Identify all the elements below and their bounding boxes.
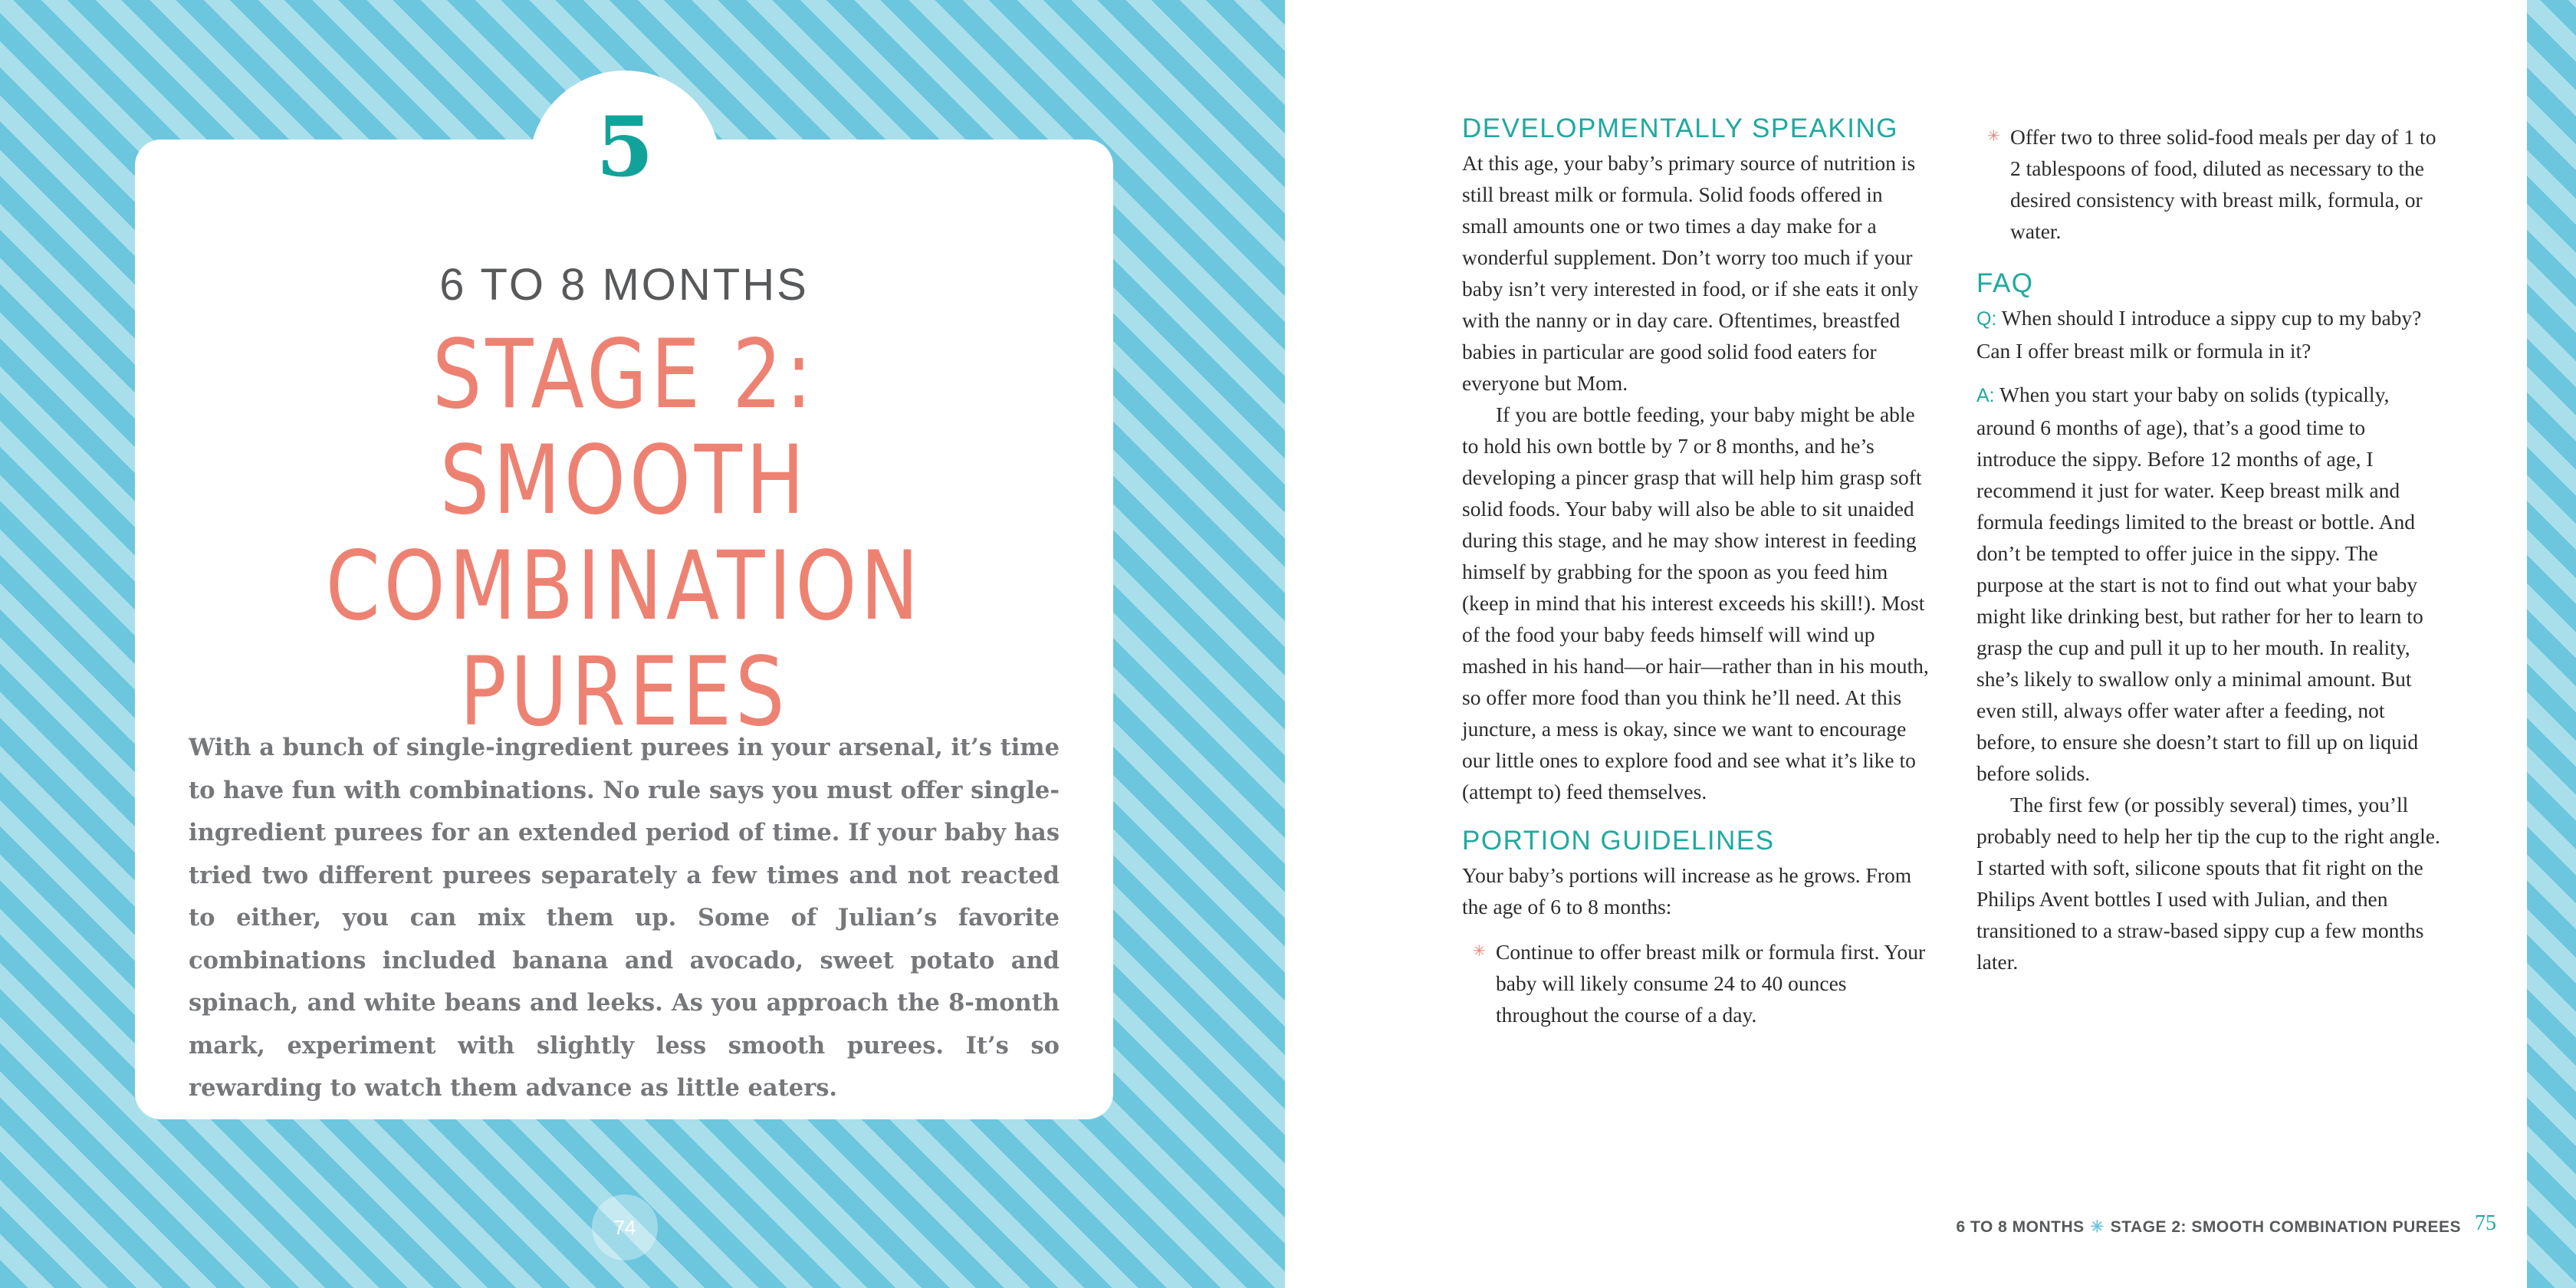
dev-paragraph-1: At this age, your baby’s primary source of nutrition is still breast milk or formula. Solid foods offered in small amounts one or two times a day make for a wonderful supplement. Don’t worry too much if your baby isn’t very interested in food, or if she eats it only with the nanny or in day care. Oftentimes, breastfed babies in particular are good solid food eaters for everyone but Mom.	[1462, 151, 1919, 395]
chapter-intro: With a bunch of single-ingredient purees in your arsenal, it’s time to have fun with combinations. No rule says you must offer single-ingredient purees for an extended period of time. If your baby has tried two different purees separately a few times and not reacted to either, you can mix them up. Some of Julian’s favorite combinations included banana and avocado, sweet potato and spinach, and white beans and leeks. As you approach the 8-month mark, experiment with slightly less smooth purees. It’s so rewarding to watch them advance as little eaters.	[189, 734, 1060, 1102]
heading-developmentally-speaking: DEVELOPMENTALLY SPEAKING	[1462, 113, 1898, 143]
column-1	[1462, 112, 1931, 1030]
running-footer	[1763, 1217, 2461, 1237]
dev-paragraph-2: If you are bottle feeding, your baby might be able to hold his own bottle by 7 or 8 months, and he’s developing a pincer grasp that will help him grasp soft solid foods. Your baby will also be able to sit unaided during this stage, and he may show interest in feeding himself by grabbing for the spoon as you feed him (keep in mind that his interest exceeds his skill!). Most of the food your baby feeds himself will wind up mashed in his hand—or hair—rather than in his mouth, so offer more food than you think he’ll need. At this juncture, a mess is okay, since we want to encourage our little ones to explore food and see what it’s like to (attempt to) feed themselves.	[1462, 402, 1929, 803]
answer-label: A:	[1976, 385, 1995, 406]
footer-title: STAGE 2: SMOOTH COMBINATION PUREES	[2110, 1218, 2461, 1236]
bullet-item: ✳ Continue to offer breast milk or formula first. Your baby will likely consume 24 to 40 ounces throughout the course of a day.	[1462, 936, 1931, 1030]
left-page	[0, 0, 1285, 1288]
page-number-left: 74	[592, 1194, 658, 1260]
question-label: Q:	[1976, 308, 1997, 330]
chapter-subtitle: 6 TO 8 MONTHS	[439, 260, 809, 310]
bullet-item: ✳ Offer two to three solid-food meals per day of 1 to 2 tablespoons of food, diluted as necessary to the desired consistency with breast milk, formula, or water.	[1976, 121, 2446, 247]
title-line-3: PUREES	[459, 637, 789, 748]
title-line-2: COMBINATION	[325, 531, 923, 642]
asterisk-icon: ✳	[1987, 128, 2000, 145]
column-2	[1976, 121, 2446, 978]
faq-answer-paragraph-2: The first few (or possibly several) times, you’ll probably need to help her tip the cup to the right angle. I started with soft, silicone spouts that fit right on the Philips Avent bottles I used with Julian, and then transitioned to a straw-based sippy cup a few months later.	[1976, 793, 2440, 974]
faq-answer: A: When you start your baby on solids (typically, around 6 months of age), that’s a good time to introduce the sippy. Before 12 months of age, I recommend it just for water. Keep breast milk and formula feedings limited to the breast or bottle. And don’t be tempted to offer juice in the sippy. The purpose at the start is not to find out what your baby might like drinking best, but rather for her to learn to grasp the cup and pull it up to her mouth. In reality, she’s likely to swallow only a minimal amount. But even still, always offer water after a feeding, not before, to ensure she doesn’t start to fill up on liquid before solids.	[1976, 383, 2423, 785]
right-edge-stripe	[2527, 0, 2576, 1288]
asterisk-icon: ✳	[1473, 943, 1486, 960]
chapter-number: 5	[596, 99, 654, 196]
faq-question: Q: When should I introduce a sippy cup to my baby? Can I offer breast milk or formula in it?	[1976, 306, 2422, 363]
title-line-1: STAGE 2: SMOOTH	[432, 320, 816, 536]
chapter-title	[255, 320, 994, 748]
asterisk-icon: ✳	[2090, 1218, 2104, 1236]
heading-portion-guidelines: PORTION GUIDELINES	[1462, 826, 1775, 856]
portion-intro: Your baby’s portions will increase as he grows. From the age of 6 to 8 months:	[1462, 863, 1912, 918]
page-number-right: 75	[2475, 1211, 2496, 1235]
heading-faq: FAQ	[1976, 268, 2034, 298]
footer-chapter: 6 TO 8 MONTHS	[1956, 1218, 2085, 1236]
